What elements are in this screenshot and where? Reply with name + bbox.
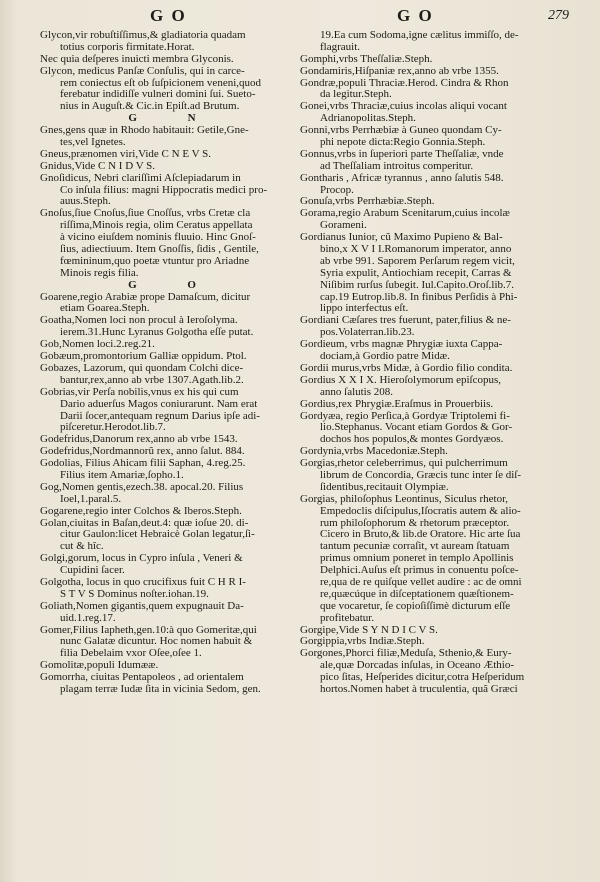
entry-line: Gomphi,vrbs Theſſaliæ.Steph. — [300, 53, 433, 65]
entry-line: Syria expulit, Antiochiam recepit, Carras & — [320, 267, 512, 279]
entry-line: lippo interfectus eſt. — [320, 303, 409, 315]
entry-line: librum de Concordia, Græcis tunc inter ſe diſ- — [320, 469, 522, 481]
section-heading: G N — [128, 113, 220, 125]
entry-line: etiam Goarea.Steph. — [60, 303, 150, 315]
entry-line: Gorgias, philoſophus Leontinus, Siculus rhetor, — [300, 493, 509, 505]
entry-line: totius corporis firmitate.Horat. — [60, 41, 195, 53]
section-heading: G O — [128, 279, 220, 291]
entry-line: Gomer,Filius Iapheth,gen.10:à quo Gomeritæ,qui — [40, 624, 257, 636]
entry-line: Gontharis , Africæ tyrannus , anno ſalutis 548. — [300, 172, 504, 184]
entry-line: Cupidini ſacer. — [60, 565, 125, 577]
entry-line: rum philoſophorum & rhetorum præceptor. — [320, 517, 510, 529]
entry-line: flagrauit. — [320, 41, 361, 53]
entry-line: dociam,à Gordio patre Midæ. — [320, 351, 450, 363]
entry-line: Gogarene,regio inter Colchos & Iberos.Steph. — [40, 505, 242, 517]
entry-line: Gondamiris,Hiſpaniæ rex,anno ab vrbe 1355. — [300, 65, 499, 77]
entry-line: phi nepote dicta:Regio Gonnia.Steph. — [320, 137, 486, 149]
entry-line: Gonni,vrbs Perrhæbiæ à Guneo quondam Cy- — [300, 125, 502, 137]
entry-line: rem coniectus eſt ob ſuſpicionem veneni,quod — [60, 77, 262, 89]
entry-line: riſſima,Minois regia, olim Ceratus appellata — [60, 220, 253, 232]
entry-line: uid.1.reg.17. — [60, 612, 116, 624]
entry-line: cap.19 Eutrop.lib.8. In finibus Perſidis à Phi- — [320, 291, 518, 303]
entry-line: cut & hîc. — [60, 541, 104, 553]
entry-line: Gondræ,populi Thraciæ.Herod. Cindra & Rhon — [300, 77, 509, 89]
entry-line: Dario aduerſus Magos coniurarunt. Nam erat — [60, 398, 258, 410]
entry-line: Golan,ciuitas in Baſan,deut.4: quæ ioſue 20. di- — [40, 517, 249, 529]
entry-line: Gomorrha, ciuitas Pentapoleos , ad orientalem — [40, 672, 244, 684]
entry-line: Gnoſus,ſiue Cnoſus,ſiue Cnoſſus, vrbs Cretæ cla — [40, 208, 251, 220]
entry-line: anno ſalutis 208. — [320, 386, 394, 398]
entry-line: fœmininum,quo poetæ vtuntur pro Ariadne — [60, 255, 250, 267]
entry-line: Nec quia deſperes inuicti membra Glyconis. — [40, 53, 234, 65]
entry-line: ad Theſſaliam introitus comperitur. — [320, 160, 474, 172]
entry-line: Goatha,Nomen loci non procul à Ieroſolyma. — [40, 315, 238, 327]
entry-line: Golgotha, locus in quo crucifixus fuit C H R I- — [40, 576, 246, 588]
entry-line: hortos.Nomen habet à truculentia, quã Græci — [320, 683, 518, 695]
entry-line: Gordius,rex Phrygiæ.Eraſmus in Prouerbiis. — [300, 398, 494, 410]
entry-line: ſidentibus,recitauit Olympiæ. — [320, 481, 449, 493]
entry-line: piſceretur.Herodot.lib.7. — [60, 422, 166, 434]
entry-line: ierem.31.Hunc Lyranus Golgotha eſſe putat. — [60, 327, 254, 339]
running-header — [0, 6, 600, 30]
left-column — [40, 30, 288, 696]
entry-line: re,quæcúque in diſceptationem quæſtionem- — [320, 588, 514, 600]
entry-line: ſius, adiectiuum. Item Gnoſſis, ſidis , Gentile, — [60, 244, 259, 256]
entry-line: Godolias, Filius Ahicam filii Saphan, 4.reg.25. — [40, 458, 246, 470]
entry-line: bantur,rex,anno ab vrbe 1307.Agath.lib.2. — [60, 374, 244, 386]
entry-line: Gordyæa, regio Perſica,à Gordyæ Triptolemi fi- — [300, 410, 510, 422]
entry-line: à vicino eiuſdem nominis fluuio. Hinc Gnoſ- — [60, 232, 256, 244]
entry-line: Gneus,prænomen viri,Vide C N E V S. — [40, 148, 211, 160]
entry-line: que vocaretur, ſe copioſiſſimè dicturum eſſe — [320, 600, 511, 612]
header-letters-left: G O — [150, 6, 187, 25]
entry-line: 19.Ea cum Sodoma,igne cælitus immiſſo, de- — [320, 30, 519, 41]
entry-line: Gordii murus,vrbs Midæ, à Gordio filio condita. — [300, 362, 513, 374]
entry-line: Goarene,regio Arabiæ prope Damaſcum, dicitur — [40, 291, 251, 303]
entry-line: Golgi,gorum, locus in Cypro inſula , Veneri & — [40, 553, 243, 565]
entry-line: Gorgipe,Vide S Y N D I C V S. — [300, 624, 438, 636]
entry-line: Gonuſa,vrbs Perrhæbiæ.Steph. — [300, 196, 435, 208]
entry-line: Godefridus,Nordmannorũ rex, anno ſalut. 884. — [40, 446, 245, 458]
entry-line: Gobrias,vir Perſa nobilis,vnus ex his qui cum — [40, 386, 239, 398]
entry-line: auus.Steph. — [60, 196, 111, 208]
entry-line: Gordiani Cæſares tres fuerunt, pater,filius & ne- — [300, 315, 511, 327]
entry-line: tes,vel Ignetes. — [60, 137, 126, 149]
entry-line: Gordieum, vrbs magnæ Phrygiæ iuxta Cappa- — [300, 339, 503, 351]
entry-line: Glycon, medicus Panſæ Conſulis, qui in carce- — [40, 65, 245, 77]
entry-line: Gorgias,rhetor celeberrimus, qui pulcherrimum — [300, 458, 508, 470]
entry-line: Filius item Amariæ,ſopho.1. — [60, 469, 184, 481]
entry-line: Gorama,regio Arabum Scenitarum,cuius incolæ — [300, 208, 510, 220]
entry-line: Gorameni. — [320, 220, 367, 232]
entry-line: Gonnus,vrbs in ſuperiori parte Theſſaliæ, vnde — [300, 148, 504, 160]
entry-line: primus omnium poneret in templo Apollinis — [320, 553, 514, 565]
entry-line: Gomolitæ,populi Idumææ. — [40, 660, 159, 672]
entry-line: Glycon,vir robuſtiſſimus,& gladiatoria quadam — [40, 30, 246, 41]
entry-line: Gnoſidicus, Nebri clariſſimi Aſclepiadarum in — [40, 172, 241, 184]
entry-line: Minois regis filia. — [60, 267, 139, 279]
entry-line: Procop. — [320, 184, 354, 196]
entry-line: Niſibim rurſus ſubegit. Iul.Capito.Oroſ.lib.7. — [320, 279, 515, 291]
entry-line: da legitur.Steph. — [320, 89, 392, 101]
entry-line: re,qua de re quiſque vellet audire : ac de omni — [320, 576, 522, 588]
entry-line: pico ſitas, Heſperides dicitur,cotra Heſperidum — [320, 672, 525, 684]
entry-line: tantum pecuniæ corraſit, vt auream ſtatuam — [320, 541, 510, 553]
entry-line: citur Gaulon:licet Hebraicè Golan legatur,ſi- — [60, 529, 255, 541]
entry-line: Delphici.Auſus eſt primus in conuentu poſce- — [320, 565, 519, 577]
entry-line: ferebatur indidiſſe vulneri domini ſui. Sueto- — [60, 89, 256, 101]
entry-line: bino,x X V I I.Romanorum imperator, anno — [320, 244, 512, 256]
entry-line: Darii ſocer,antequam regnum Darius ipſe adi- — [60, 410, 260, 422]
entry-line: Godefridus,Danorum rex,anno ab vrbe 1543. — [40, 434, 238, 446]
entry-line: Gnidus,Vide C N I D V S. — [40, 160, 156, 172]
entry-line: Gordynia,vrbs Macedoniæ.Steph. — [300, 446, 448, 458]
entry-line: ale,quæ Dorcadas inſulas, in Oceano Æthio- — [320, 660, 514, 672]
entry-line: Gonei,vrbs Thraciæ,cuius incolas aliqui vocant — [300, 101, 507, 113]
entry-line: nius in Auguſt.& Cic.in Epiſt.ad Brutum. — [60, 101, 240, 113]
entry-line: S T V S Dominus noſter.iohan.19. — [60, 588, 209, 600]
entry-line: Adrianopolitas.Steph. — [320, 113, 416, 125]
entry-line: lio.Stephanus. Vocant etiam Gordos & Gor- — [320, 422, 513, 434]
entry-line: Gnes,gens quæ in Rhodo habitauit: Getile,Gne- — [40, 125, 249, 137]
entry-line: Gordius X X I X. Hieroſolymorum epiſcopus, — [300, 374, 502, 386]
page-number: 279 — [548, 8, 569, 23]
entry-line: ab vrbe 991. Saporem Perſarum regem vicit, — [320, 255, 515, 267]
entry-line: nunc Galatæ dicuntur. Hoc nomen habuit & — [60, 636, 253, 648]
entry-line: Gorgones,Phorci filiæ,Meduſa, Sthenio,& Eury- — [300, 648, 512, 660]
entry-line: Gordianus Iunior, cũ Maximo Pupieno & Bal- — [300, 232, 503, 244]
entry-line: plagam terræ Iudæ ſita in vicinia Sedom, gen. — [60, 683, 261, 695]
entry-line: Gob,Nomen loci.2.reg.21. — [40, 339, 155, 351]
entry-line: Gorgippia,vrbs Indiæ.Steph. — [300, 636, 425, 648]
entry-line: filia Debelaim vxor Oſee,oſee 1. — [60, 648, 202, 660]
entry-line: Co inſula filius: magni Hippocratis medici pro- — [60, 184, 268, 196]
entry-line: Empedoclis diſcipulus,Iſocratis autem & alio- — [320, 505, 521, 517]
entry-line: Gog,Nomen gentis,ezech.38. apocal.20. Filius — [40, 481, 244, 493]
header-letters-right: G O — [397, 6, 434, 25]
entry-line: Ioel,1.paral.5. — [60, 493, 122, 505]
entry-line: profitebatur. — [320, 612, 375, 624]
entry-line: Goliath,Nomen gigantis,quem expugnauit Da- — [40, 600, 244, 612]
right-column — [300, 30, 568, 696]
entry-line: pos.Volaterran.lib.23. — [320, 327, 415, 339]
entry-line: dochos hos populos,& montes Gordyæos. — [320, 434, 504, 446]
entry-line: Cicero in Bruto,& lib.de Oratore. Hic arte ſua — [320, 529, 521, 541]
entry-line: Gobæum,promontorium Galliæ oppidum. Ptol. — [40, 351, 247, 363]
entry-line: Gobazes, Lazorum, qui quondam Colchi dice- — [40, 362, 244, 374]
